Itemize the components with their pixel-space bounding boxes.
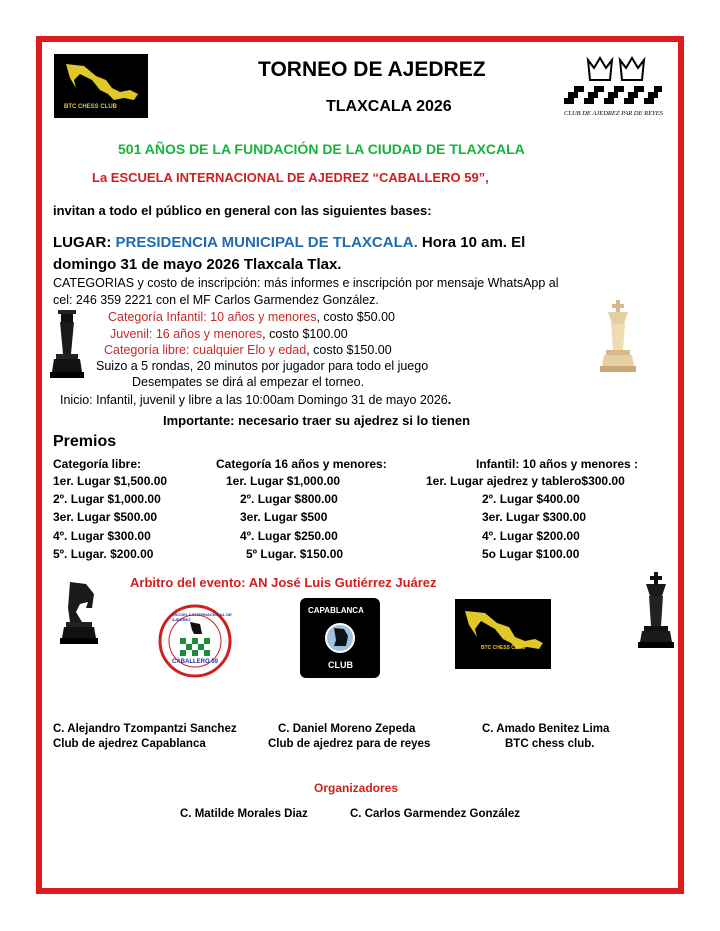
category-libre [104,343,392,357]
prize-juvenil-item: 5º Lugar. $150.00 [246,547,344,561]
details-line-1: CATEGORIAS y costo de inscripción: más informes e inscripción por mensaje WhatsApp al [53,276,559,290]
white-king-icon [598,300,638,372]
prize-infantil-item: 5o Lugar $100.00 [482,547,580,561]
par-de-reyes-logo [560,54,672,120]
important-note: Importante: necesario traer su ajedrez si lo tienen [163,413,471,428]
category-juvenil-cost: , costo $100.00 [262,327,348,341]
prize-libre-item: 2º. Lugar $1,000.00 [53,492,161,506]
prize-libre-item: 4º. Lugar $300.00 [53,529,151,543]
mexico-map-icon [455,599,551,669]
prize-libre-item: 3er. Lugar $500.00 [53,510,158,524]
venue-time: Hora 10 am. El [421,234,526,251]
organizers-heading: Organizadores [314,781,399,795]
details-line-2: cel: 246 359 2221 con el MF Carlos Garmendez González. [53,293,379,307]
btc-logo-bottom [455,599,551,669]
btc-logo-top [54,54,148,118]
start-time [60,393,451,407]
tiebreak-rule: Desempates se dirá al empezar el torneo. [132,375,365,389]
btc-logo-text: BTC CHESS CLUB [64,104,118,110]
credit-name: C. Daniel Moreno Zepeda [278,723,416,735]
prize-libre-item: 5º. Lugar. $200.00 [53,547,154,561]
prize-infantil-item: 2º. Lugar $400.00 [482,492,580,506]
prize-infantil-item: 3er. Lugar $300.00 [482,510,587,524]
caballero-59-logo [158,604,232,678]
prize-juvenil-item: 3er. Lugar $500 [240,510,328,524]
black-pawn-icon [50,308,84,380]
black-knight-icon [58,578,100,646]
capablanca-logo [300,598,380,678]
venue-line [53,234,525,251]
prize-libre-item: 1er. Lugar $1,500.00 [53,474,168,488]
organizer-name: C. Carlos Garmendez González [350,808,520,820]
page-title: TORNEO DE AJEDREZ [258,58,486,81]
capablanca-top-text: CAPABLANCA [308,606,364,615]
btc-bottom-text: BTC CHESS CLUB [481,645,526,651]
category-libre-label: Categoría libre: cualquier Elo y edad [104,343,307,357]
referee-line: Arbitro del evento: AN José Luis Gutiérrez Juárez [130,575,437,590]
page-subtitle: TLAXCALA 2026 [326,98,452,115]
prize-juvenil-item: 2º. Lugar $800.00 [240,492,338,506]
prize-juvenil-item: 1er. Lugar $1,000.00 [226,474,341,488]
prize-libre-title: Categoría libre: [53,457,142,471]
prize-infantil-item: 4º. Lugar $200.00 [482,529,580,543]
prize-juvenil-item: 4º. Lugar $250.00 [240,529,338,543]
venue-label: LUGAR: [53,234,112,251]
tournament-system: Suizo a 5 rondas, 20 minutos por jugador para todo el juego [96,359,429,373]
prizes-heading: Premios [53,433,117,450]
category-infantil-cost: , costo $50.00 [316,310,395,324]
category-libre-cost: , costo $150.00 [306,343,392,357]
par-de-reyes-text: CLUB DE AJEDREZ PAR DE REYES [564,110,663,117]
prize-infantil-title: Infantil: 10 años y menores : [476,457,639,471]
organizer-name: C. Matilde Morales Diaz [180,808,308,820]
founding-anniversary: 501 AÑOS DE LA FUNDACIÓN DE LA CIUDAD DE TLAXCALA [118,141,525,157]
capablanca-bottom-text: CLUB [328,660,353,670]
category-juvenil [110,327,348,341]
caballero-name: CABALLERO 59 [172,659,219,665]
venue-place: PRESIDENCIA MUNICIPAL DE TLAXCALA. [115,234,418,251]
venue-date: domingo 31 de mayo 2026 Tlaxcala Tlax. [53,256,342,273]
category-juvenil-label: Juvenil: 16 años y menores [110,327,263,341]
category-infantil-label: Categoría Infantil: 10 años y menores [108,310,317,324]
prize-infantil-item: 1er. Lugar ajedrez y tablero$300.00 [426,474,625,488]
credit-club: Club de ajedrez Capablanca [53,738,206,750]
caballero-ring-text: ESCUELA INTERNACIONAL DE AJEDREZ [172,612,232,622]
credit-club: BTC chess club. [505,738,595,750]
credit-name: C. Alejandro Tzompantzi Sanchez [53,723,237,735]
school-name: La ESCUELA INTERNACIONAL DE AJEDREZ “CABALLERO 59”, [92,170,489,185]
prize-juvenil-title: Categoría 16 años y menores: [216,457,387,471]
credit-club: Club de ajedrez para de reyes [268,738,431,750]
black-king-icon [638,572,674,650]
start-time-text: Inicio: Infantil, juvenil y libre a las 10:00am Domingo 31 de mayo 2026 [60,393,448,407]
category-infantil [108,310,395,324]
invitation-text: invitan a todo el público en general con las siguientes bases: [53,203,432,218]
crowns-checkerboard-icon [560,54,672,110]
credit-name: C. Amado Benitez Lima [482,723,610,735]
start-time-dot: . [447,393,452,407]
